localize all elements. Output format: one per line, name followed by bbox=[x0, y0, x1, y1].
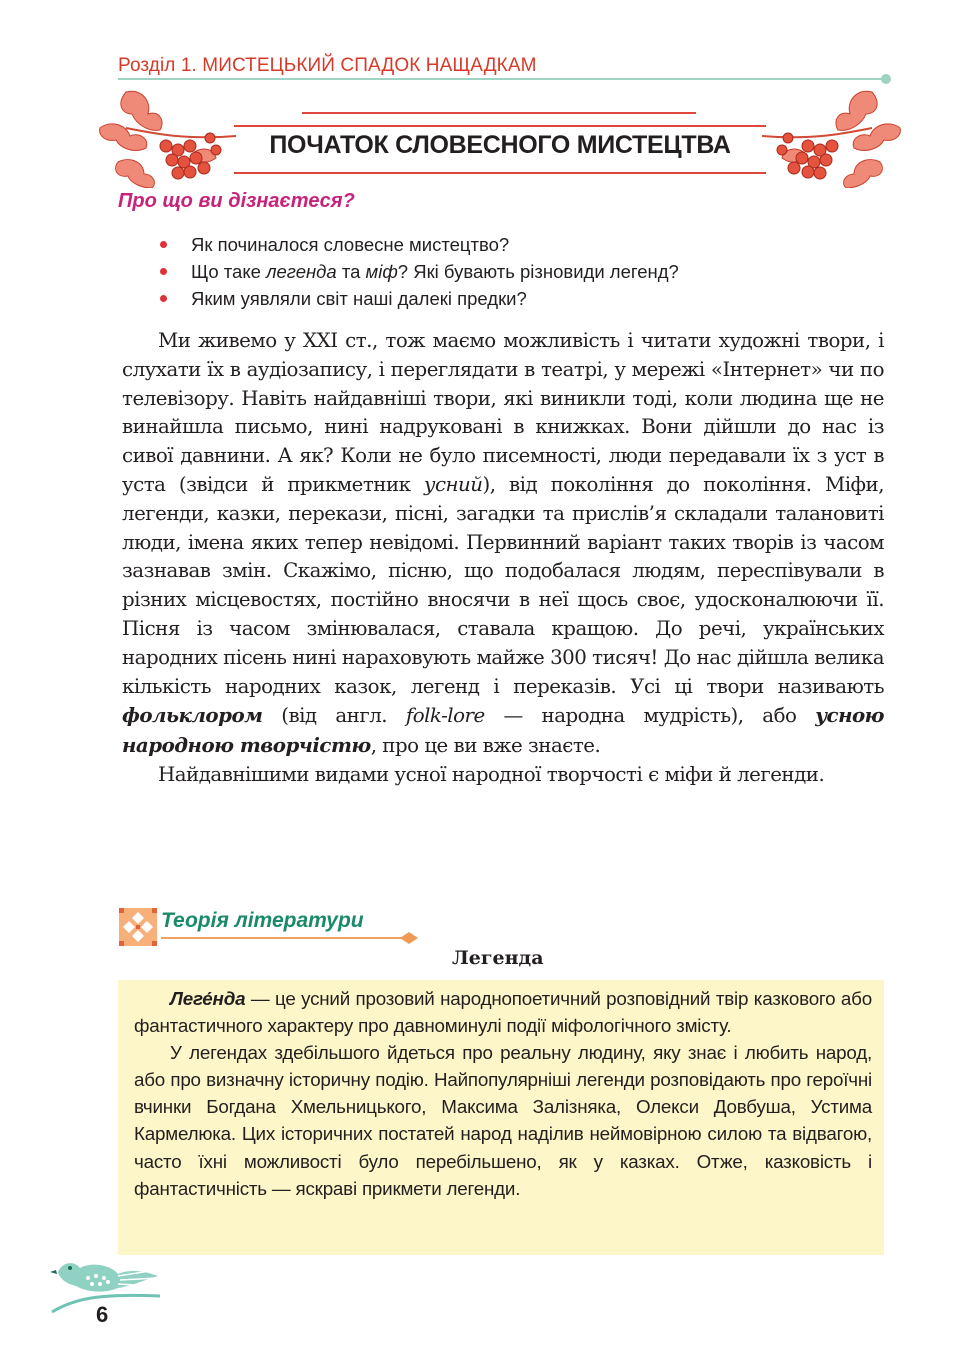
diamond-icon bbox=[400, 932, 418, 944]
title-rule-top-short bbox=[302, 112, 696, 114]
intro-heading: Про що ви дізнаєтеся? bbox=[118, 190, 355, 212]
question-item: Що таке легенда та міф? Які бувають різновиди легенд? bbox=[160, 258, 679, 285]
theory-ornament-icon bbox=[119, 908, 157, 946]
paragraph: Леге́нда — це усний прозовий народнопоетичний розповідний твір казкового або фантастичного характеру про давноминулі події міфологічного змісту. bbox=[134, 988, 872, 1037]
paragraph: У легендах здебільшого йдеться про реальну людину, яку знає і любить народ, або про визначну історичну подію. Найпопулярніші легенди розповідають про героїчні вчинки Богдана Хмельницького, Максима Залізняка, Олекси Довбуша, Устима Кармелюка. Цих історичних постатей народ наділив неймовірною силою та відвагою, часто їхні можливості було перебільшено, як у казках. Отже, казковість і фантастичність — яскраві прикмети легенди. bbox=[134, 1042, 872, 1199]
legend-heading: Легенда bbox=[452, 947, 544, 969]
section-label: Розділ 1. МИСТЕЦЬКИЙ СПАДОК НАЩАДКАМ bbox=[118, 55, 537, 76]
paragraph: Найдавнішими видами усної народної творчості є міфи й легенди. bbox=[158, 762, 825, 786]
paragraph: Ми живемо у XXI ст., тож маємо можливість і читати художні твори, і слухати їх в аудіозапису, і переглядати в театрі, у мережі «Інтернет» чи по телевізору. Навіть найдавніші твори, які виникли тоді, коли людина ще не винайшла письмо, нині надруковані в книжках. Вони дійшли до нас із сивої давнини. А як? Коли не було писемності, люди передавали їх з уст в уста (звідси й прикметник усний), від покоління до покоління. Міфи, легенди, казки, перекази, пісні, загадки та прислів’я складали талановиті люди, імена яких тепер невідомі. Первинний варіант таких творів із часом зазнавав змін. Скажімо, пісню, що подобалася людям, переспівували в різних місцевостях, постійно вносячи в неї щось своє, удосконалюючи її. Пісня із часом змінювалася, ставала кращою. До речі, українських народних пісень нині нараховують майже 300 тисяч! До нас дійшла велика кількість народних казок, легенд і переказів. Усі ці твори називають фольклором (від англ. folk-lore — народна мудрість), або усною народною творчістю, про це ви вже знаєте. bbox=[122, 329, 884, 758]
main-text bbox=[122, 327, 884, 790]
title-rule-bottom bbox=[234, 172, 766, 174]
question-item: Яким уявляли світ наші далекі предки? bbox=[160, 285, 679, 312]
definition-text bbox=[134, 985, 872, 1202]
theory-label: Теорія літератури bbox=[161, 909, 364, 932]
viburnum-ornament-left-icon bbox=[96, 84, 238, 188]
header-rule bbox=[118, 78, 888, 80]
viburnum-ornament-right-icon bbox=[760, 84, 904, 188]
theory-underline bbox=[161, 937, 405, 939]
page-number: 6 bbox=[96, 1302, 109, 1327]
header-rule-dot bbox=[881, 74, 891, 84]
question-list bbox=[160, 231, 679, 312]
page-title: ПОЧАТОК СЛОВЕСНОГО МИСТЕЦТВА bbox=[269, 131, 731, 159]
title-rule-top bbox=[234, 125, 766, 127]
question-item: Як починалося словесне мистецтво? bbox=[160, 231, 679, 258]
